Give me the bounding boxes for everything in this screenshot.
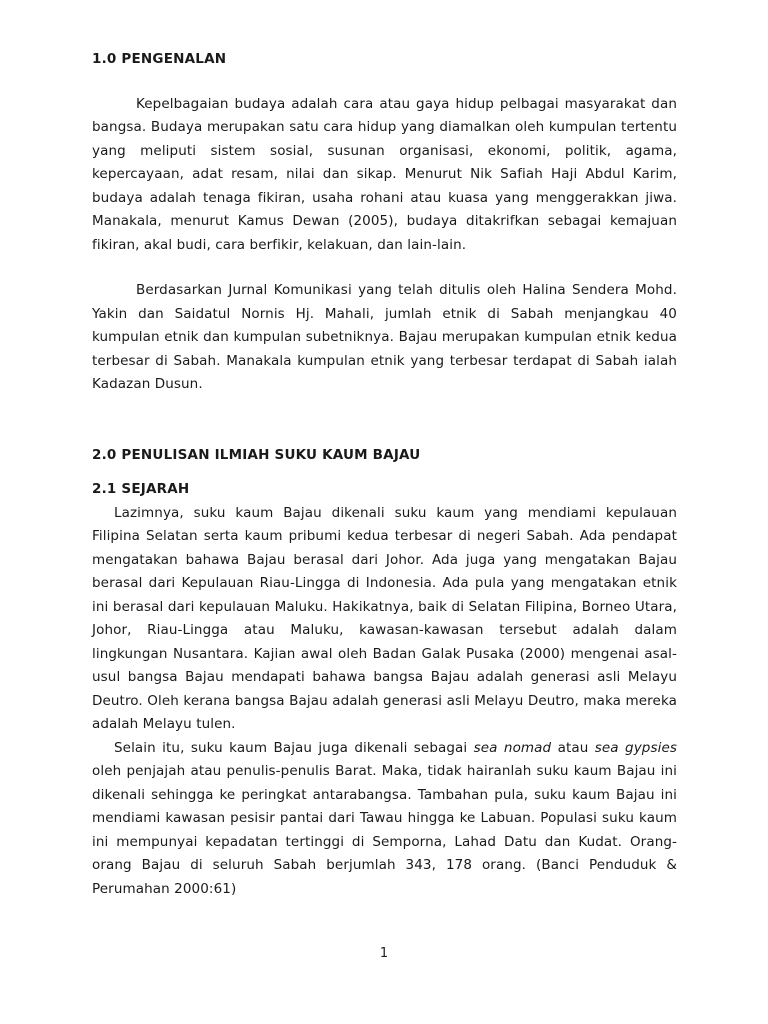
subsection-heading-sejarah: 2.1 SEJARAH [92, 481, 190, 497]
paragraph-sejarah-2-text-a: Selain itu, suku kaum Bajau juga dikenali sebagai [114, 739, 474, 756]
term-sea-nomad: sea nomad [473, 739, 552, 756]
paragraph-pengenalan-2: Berdasarkan Jurnal Komunikasi yang telah ditulis oleh Halina Sendera Mohd. Yakin dan Saidatul Nornis Hj. Mahali, jumlah etnik di Sabah menjangkau 40 kumpulan etnik dan kumpulan subetniknya. Bajau merupakan kumpulan etnik kedua terbesar di Sabah. Manakala kumpulan etnik yang terbesar terdapat di Sabah ialah Kadazan Dusun. [92, 282, 677, 392]
section-heading-pengenalan: 1.0 PENGENALAN [92, 51, 227, 67]
document-page [92, 48, 677, 901]
paragraph-sejarah-2-text-c: oleh penjajah atau penulis-penulis Barat. Maka, tidak hairanlah suku kaum Bajau ini dikenali sehingga ke peringkat antarabangsa. Tambahan pula, suku kaum Bajau ini mendiami kawasan pesisir pantai dari Tawau hingga ke Labuan. Populasi suku kaum ini mempunyai kepadatan tertinggi di Semporna, Lahad Datu dan Kudat. Orang-orang Bajau di seluruh Sabah berjumlah 343, 178 orang. (Banci Penduduk & Perumahan 2000:61) [92, 763, 677, 897]
paragraph-pengenalan-1: Kepelbagaian budaya adalah cara atau gaya hidup pelbagai masyarakat dan bangsa. Budaya merupakan satu cara hidup yang diamalkan oleh kumpulan tertentu yang meliputi sistem sosial, susunan organisasi, ekonomi, politik, agama, kepercayaan, adat resam, nilai dan sikap. Menurut Nik Safiah Haji Abdul Karim, budaya adalah tenaga fikiran, usaha rohani atau kuasa yang menggerakkan jiwa. Manakala, menurut Kamus Dewan (2005), budaya ditakrifkan sebagai kemajuan fikiran, akal budi, cara berfikir, kelakuan, dan lain-lain. [92, 95, 677, 253]
section-heading-penulisan-ilmiah: 2.0 PENULISAN ILMIAH SUKU KAUM BAJAU [92, 446, 421, 463]
paragraph-sejarah-1: Lazimnya, suku kaum Bajau dikenali suku kaum yang mendiami kepulauan Filipina Selatan serta kaum pribumi kedua terbesar di negeri Sabah. Ada pendapat mengatakan bahawa Bajau berasal dari Johor. Ada juga yang mengatakan Bajau berasal dari Kepulauan Riau-Lingga di Indonesia. Ada pula yang mengatakan etnik ini berasal dari kepulauan Maluku. Hakikatnya, baik di Selatan Filipina, Borneo Utara, Johor, Riau-Lingga atau Maluku, kawasan-kawasan tersebut adalah dalam lingkungan Nusantara. Kajian awal oleh Badan Galak Pusaka (2000) mengenai asal-usul bangsa Bajau mendapati bahawa bangsa Bajau adalah generasi asli Melayu Deutro. Oleh kerana bangsa Bajau adalah generasi asli Melayu Deutro, maka mereka adalah Melayu tulen. [92, 504, 677, 732]
term-sea-gypsies: sea gypsies [594, 739, 677, 756]
page-number: 1 [379, 946, 389, 961]
paragraph-sejarah-2 [92, 737, 677, 902]
paragraph-sejarah-2-text-b: atau [551, 739, 595, 756]
